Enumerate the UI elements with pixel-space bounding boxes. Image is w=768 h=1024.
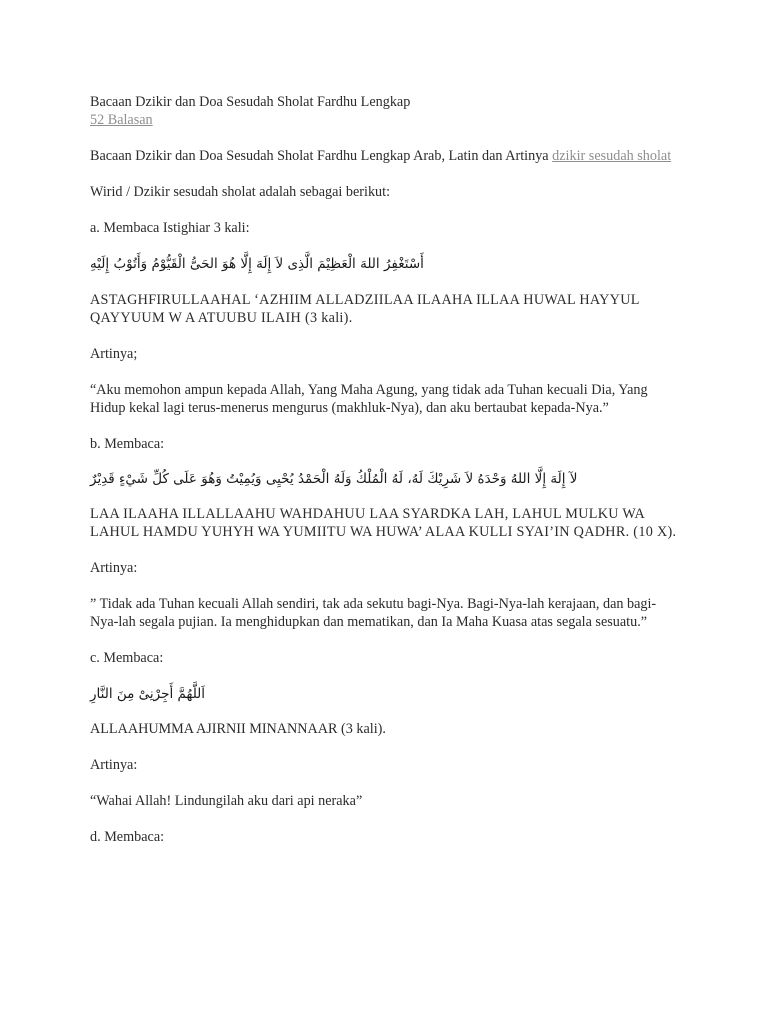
section-b-heading: b. Membaca: <box>90 436 165 452</box>
section-c-arabic: اَللَّهُمَّ أَجِرْنِىْ مِنَ النَّارِ <box>90 686 206 702</box>
page-title: Bacaan Dzikir dan Doa Sesudah Sholat Fardhu Lengkap <box>90 94 411 110</box>
section-c-meaning: “Wahai Allah! Lindungilah aku dari api neraka” <box>90 793 363 809</box>
section-d-heading: d. Membaca: <box>90 829 165 845</box>
section-a-meaning: “Aku memohon ampun kepada Allah, Yang Maha Agung, yang tidak ada Tuhan kecuali Dia, Yang Hidup kekal lagi terus-menerus mengurus (makhluk-Nya), dan aku bertaubat kepada-Nya.” <box>90 382 648 416</box>
intro-paragraph <box>90 147 680 165</box>
section-a-latin: ASTAGHFIRULLAAHAL ‘AZHIIM ALLADZIILAA ILAAHA ILLAA HUWAL HAYYUL QAYYUUM W A ATUUBU ILAIH (3 kali). <box>90 292 640 326</box>
section-b-meaning: ” Tidak ada Tuhan kecuali Allah sendiri, tak ada sekutu bagi-Nya. Bagi-Nya-lah kerajaan, dan bagi-Nya-lah segala pujian. Ia menghidupkan dan mematikan, dan Ia Maha Kuasa atas segala sesuatu.” <box>90 596 657 630</box>
section-a-artinya-label: Artinya; <box>90 346 138 362</box>
dzikir-sesudah-sholat-link[interactable]: dzikir sesudah sholat <box>552 148 672 164</box>
section-c-artinya-label: Artinya: <box>90 757 138 773</box>
section-b-latin: LAA ILAAHA ILLALLAAHU WAHDAHUU LAA SYARDKA LAH, LAHUL MULKU WA LAHUL HAMDU YUHYH WA YUMIITU WA HUWA’ ALAA KULLI SYAI’IN QADHR. (10 X). <box>90 506 677 540</box>
section-c-latin: ALLAAHUMMA AJIRNII MINANNAAR (3 kali). <box>90 721 386 737</box>
section-b-arabic: لآ إِلَهَ إِلَّا اللهُ وَحْدَهُ لاَ شَرِيْكَ لَهُ، لَهُ الْمُلْكُ وَلَهُ الْحَمْدُ يُحْيِى وَيُمِيْتُ وَهُوَ عَلَى كُلِّ شَيْءٍ قَدِيْرٌ <box>90 471 578 487</box>
section-b-artinya-label: Artinya: <box>90 560 138 576</box>
section-a-heading: a. Membaca Istighiar 3 kali: <box>90 220 250 236</box>
article-body <box>90 93 680 846</box>
wirid-intro: Wirid / Dzikir sesudah sholat adalah sebagai berikut: <box>90 184 391 200</box>
section-c-heading: c. Membaca: <box>90 650 164 666</box>
section-a-arabic: أَسْتَغْفِرُ اللهَ الْعَظِيْمَ الَّذِى لاَ إِلَهَ إِلَّا هُوَ الحَىُّ الْقَيُّوْمُ وَأَتُوْبُ إِلَيْهِ <box>90 256 424 272</box>
replies-link[interactable]: 52 Balasan <box>90 112 153 128</box>
intro-text: Bacaan Dzikir dan Doa Sesudah Sholat Fardhu Lengkap Arab, Latin dan Artinya <box>90 148 553 164</box>
